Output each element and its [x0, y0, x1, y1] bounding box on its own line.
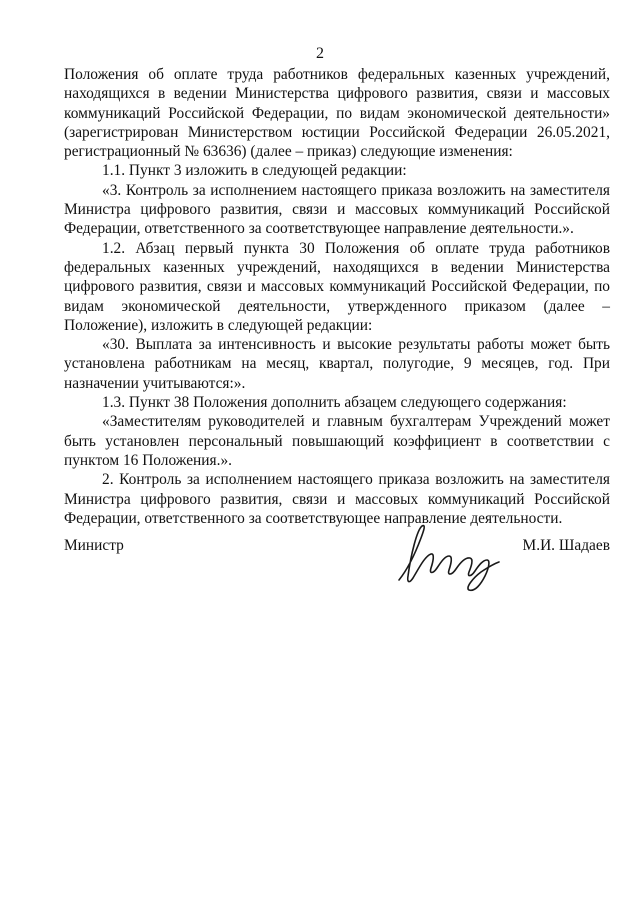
- paragraph-7: «Заместителям руководителей и главным бухгалтерам Учреждений может быть установлен персональный повышающий коэффициент в соответствии с пунктом 16 Положения.».: [64, 413, 610, 469]
- paragraph-6: 1.3. Пункт 38 Положения дополнить абзацем следующего содержания:: [102, 394, 567, 412]
- document-body: [64, 65, 610, 528]
- paragraph-1: Положения об оплате труда работников федеральных казенных учреждений, находящихся в ведении Министерства цифрового развития, связи и массовых коммуникаций Российской Федерации, по видам экономической деятельности» (зарегистрирован Министерством юстиции Российской Федерации 26.05.2021, регистрационный № 63636) (далее – приказ) следующие изменения:: [64, 66, 610, 161]
- paragraph-3: «3. Контроль за исполнением настоящего приказа возложить на заместителя Министра цифрового развития, связи и массовых коммуникаций Российской Федерации, ответственного за соответствующее направление деятельности.».: [64, 181, 610, 238]
- paragraph-5: «30. Выплата за интенсивность и высокие результаты работы может быть установлена работникам на месяц, квартал, полугодие, 9 месяцев, год. При назначении учитываются:».: [64, 336, 610, 392]
- page-number: 2: [316, 45, 324, 62]
- signatory-position: Министр: [64, 537, 124, 554]
- handwritten-signature: [395, 514, 505, 594]
- paragraph-8: 2. Контроль за исполнением настоящего приказа возложить на заместителя Министра цифрового развития, связи и массовых коммуникаций Российской Федерации, ответственного за соответствующее направление деятельности.: [64, 471, 610, 527]
- paragraph-2: 1.1. Пункт 3 изложить в следующей редакции:: [102, 162, 407, 180]
- paragraph-4: 1.2. Абзац первый пункта 30 Положения об оплате труда работников федеральных казенных учреждений, находящихся в ведении Министерства цифрового развития, связи и массовых коммуникаций Российской Федерации, по видам экономической деятельности, утвержденного приказом (далее – Положение), изложить в следующей редакции:: [64, 239, 610, 334]
- signatory-name: М.И. Шадаев: [522, 537, 610, 554]
